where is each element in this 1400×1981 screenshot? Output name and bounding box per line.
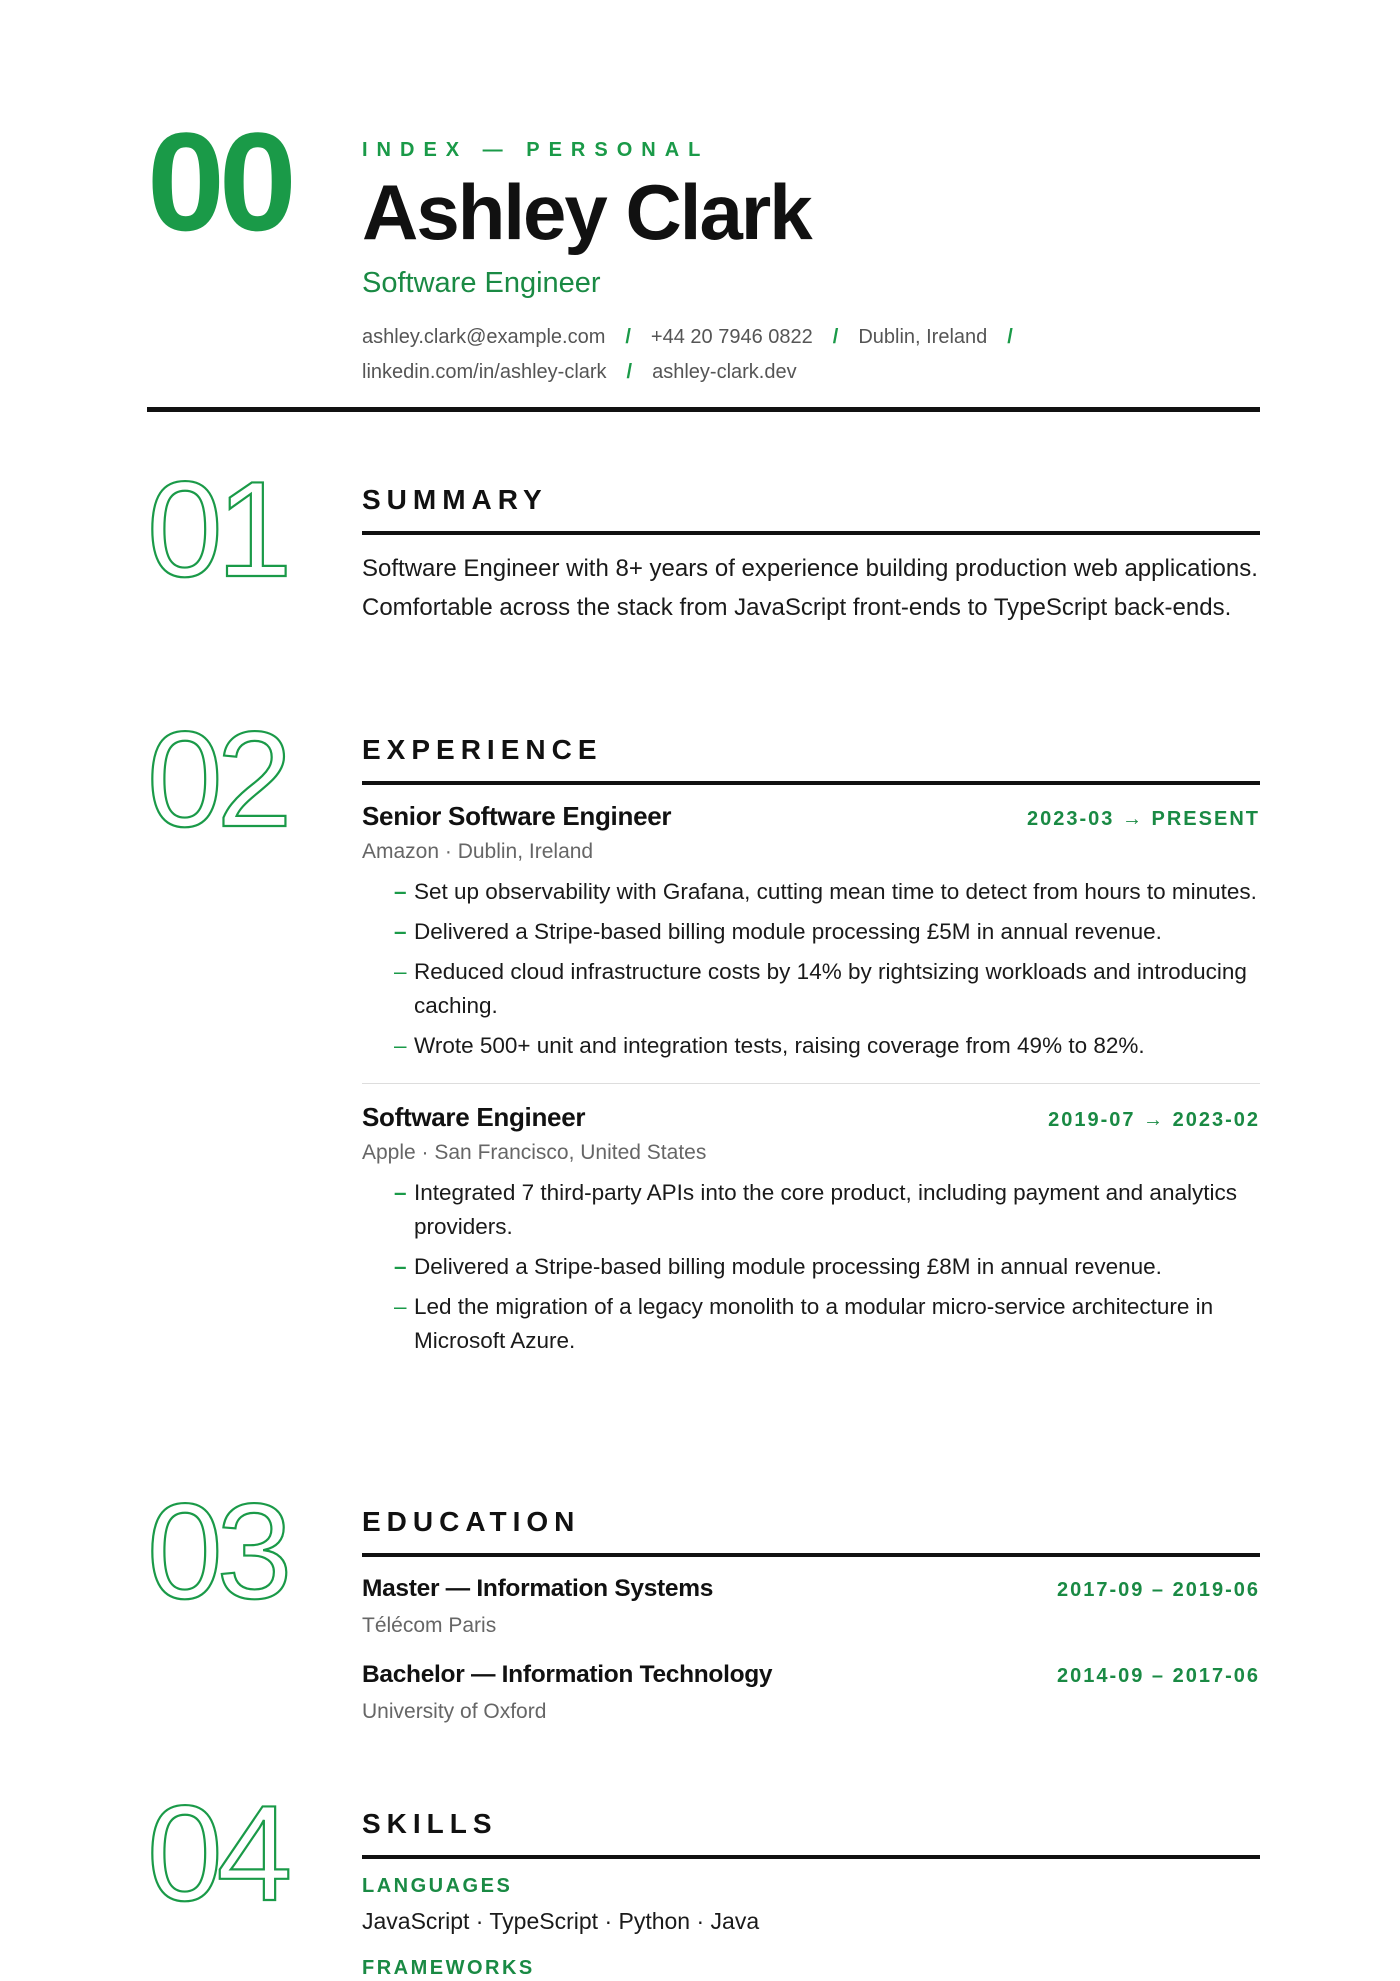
dash-icon: –	[394, 1294, 407, 1319]
job-bullet-text: Delivered a Stripe-based billing module processing £8M in annual revenue.	[414, 1254, 1162, 1279]
header	[362, 138, 1262, 390]
skills-body	[362, 1806, 1260, 1981]
school-name: Télécom Paris	[362, 1614, 497, 1637]
contact-linkedin[interactable]: linkedin.com/in/ashley-clark	[362, 361, 607, 383]
education-entry	[362, 1659, 1260, 1727]
skills-title: SKILLS	[362, 1806, 1260, 1859]
degree-title: Bachelor — Information Technology	[362, 1661, 773, 1688]
job-bullet-text: Led the migration of a legacy monolith to a modular micro-service architecture in Microsoft Azure.	[414, 1294, 1214, 1353]
degree-dates: 2014-09 – 2017-06	[1056, 1665, 1260, 1687]
header-eyebrow: INDEX — PERSONAL	[362, 139, 710, 161]
job-bullet	[394, 875, 1260, 909]
education-entry	[362, 1573, 1260, 1641]
job-bullet	[394, 1250, 1260, 1284]
person-name: Ashley Clark	[362, 168, 811, 256]
education-title: EDUCATION	[362, 1504, 1260, 1557]
summary-text: Software Engineer with 8+ years of experience building production web applications. Comfortable across the stack from JavaScript front-ends to TypeScript back-ends.	[362, 555, 1258, 621]
dash-icon: –	[394, 1180, 407, 1205]
experience-section-number	[147, 703, 327, 855]
skill-group-label: FRAMEWORKS	[362, 1957, 535, 1979]
job-dates: 2019-07 → 2023-02	[1048, 1109, 1260, 1131]
job-bullet	[394, 955, 1260, 1023]
job-bullet	[394, 1176, 1260, 1244]
education-section-number	[147, 1475, 327, 1627]
summary-section-number	[147, 453, 327, 605]
contact-separator: /	[626, 361, 633, 383]
contact-email[interactable]: ashley.clark@example.com	[362, 326, 606, 348]
summary-title: SUMMARY	[362, 482, 1260, 535]
education-header	[362, 1659, 1260, 1691]
dash-icon: –	[394, 959, 407, 984]
job-bullets	[362, 875, 1260, 1063]
job-bullet	[394, 1029, 1260, 1063]
contact-phone[interactable]: +44 20 7946 0822	[650, 326, 813, 348]
dash-icon: –	[394, 879, 407, 904]
job-bullet	[394, 915, 1260, 949]
dash-icon: –	[394, 1033, 407, 1058]
contact-separator: /	[1007, 326, 1013, 348]
education-body	[362, 1504, 1260, 1727]
job-organization: Apple · San Francisco, United States	[362, 1141, 707, 1164]
contact-separator: /	[832, 326, 839, 348]
skills-section-number	[147, 1777, 327, 1929]
dash-icon: –	[394, 1254, 407, 1279]
dash-icon: –	[394, 919, 407, 944]
summary-body	[362, 482, 1260, 627]
job-header	[362, 1100, 1260, 1134]
contact-location: Dublin, Ireland	[858, 326, 988, 348]
experience-title: EXPERIENCE	[362, 732, 1260, 785]
header-divider	[147, 407, 1260, 412]
job-header	[362, 799, 1260, 833]
skill-group-label: LANGUAGES	[362, 1875, 513, 1897]
section-number-text: 04	[147, 1777, 287, 1929]
experience-body	[362, 732, 1260, 1364]
job-bullet-text: Set up observability with Grafana, cutting mean time to detect from hours to minutes.	[414, 879, 1257, 904]
job-bullet-text: Wrote 500+ unit and integration tests, raising coverage from 49% to 82%.	[414, 1033, 1145, 1058]
skill-group-values: JavaScript · TypeScript · Python · Java	[362, 1908, 760, 1934]
header-index-number: 00	[147, 103, 291, 260]
contact-website[interactable]: ashley-clark.dev	[652, 361, 797, 383]
contact-list	[362, 320, 1182, 390]
contact-separator: /	[625, 326, 631, 348]
job-entry	[362, 1083, 1260, 1358]
job-title: Software Engineer	[362, 1102, 586, 1132]
school-name: University of Oxford	[362, 1700, 547, 1723]
section-number-text: 02	[147, 703, 287, 855]
person-role: Software Engineer	[362, 267, 601, 299]
education-header	[362, 1573, 1260, 1605]
job-bullet	[394, 1290, 1260, 1358]
section-number-text: 03	[147, 1475, 287, 1627]
job-bullet-text: Integrated 7 third-party APIs into the core product, including payment and analytics providers.	[414, 1180, 1237, 1239]
job-title: Senior Software Engineer	[362, 801, 672, 831]
job-organization: Amazon · Dublin, Ireland	[362, 840, 594, 863]
job-bullet-text: Delivered a Stripe-based billing module processing £5M in annual revenue.	[414, 919, 1162, 944]
job-bullet-text: Reduced cloud infrastructure costs by 14% by rightsizing workloads and introducing caching.	[414, 959, 1247, 1018]
job-bullets	[362, 1176, 1260, 1358]
job-dates: 2023-03 → PRESENT	[1027, 808, 1260, 830]
degree-title: Master — Information Systems	[362, 1575, 714, 1602]
degree-dates: 2017-09 – 2019-06	[1056, 1579, 1260, 1601]
section-number-text: 01	[147, 453, 287, 605]
job-entry	[362, 785, 1260, 1063]
